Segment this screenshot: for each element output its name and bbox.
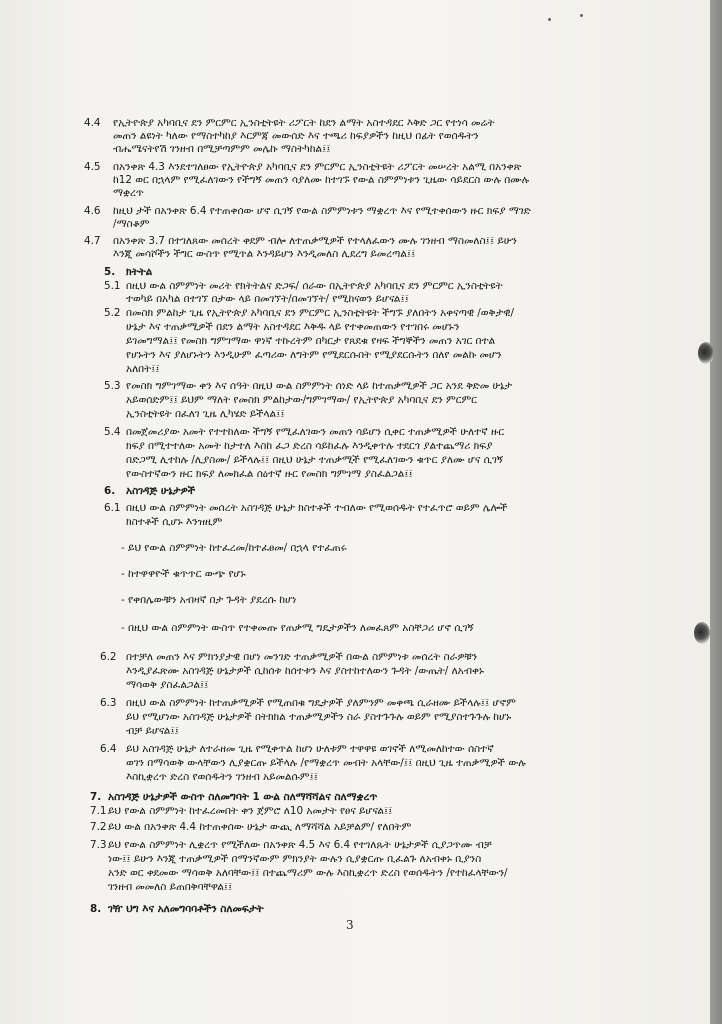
clause-text-line: እንጂ መሳሾችን ችግር ውስጥ የሚጥል እንዳይሆን እንዲመለስ ሊደረግ ይመረጣል፤፤ (113, 248, 416, 260)
clause-number: 7.2 (90, 821, 107, 833)
page-number: 3 (346, 918, 354, 932)
clause-text-line: በዚህ ውል ስምምነት ከተጠቃሚዎች የሚጠበቁ ግዴታዎች ያለምንም መቀጫ ሲራዘሙ ይችላሉ፤፤ ሆኖም (126, 697, 516, 709)
clause-text-line: ይህ የሚሆነው አስገዳጅ ሁኔታዎች በትክክል ተጠቃሚዎችን ስራ ያስተጉጉሉ ወይም የሚያስተጉጉሉ ከሆኑ (126, 711, 512, 723)
clause-text-line: - በዚህ ውል ስምምነት ውስጥ የተቀመጡ የጠቃሚ ግዴታዎችን ለመፈጸም አስቸጋሪ ሆኖ ሲገኝ (121, 622, 474, 634)
clause-text-line: የኢትዮጵያ አካባቢና ደን ምርምር ኢንስቲትዩት ሪፖርት ከደን ልማት አስተዳደር እቅድ ጋር የተነሳ መሬት (113, 117, 495, 129)
clause-text-line: በአንቀጽ 4.3 እንደተገለፀው የኢትዮጵያ አካባቢና ደን ምርምር ኢንስቲትዩት ሪፖርት መሠረት አልሚ በአንቀጽ (113, 161, 522, 173)
clause-number: 5.4 (104, 426, 121, 438)
clause-text-line: የመስክ ግምገማው ቀን እና ሰዓት በዚህ ውል ስምምነት ሰነድ ላይ ከተጠቃሚዎች ጋር አንደ ቅድመ ሁኔታ (126, 380, 513, 392)
clause-number: 4.7 (84, 235, 101, 247)
clause-text-line: ገንዘብ መመለስ ይጠበቅባቸዋል፤፤ (108, 881, 233, 893)
clause-text-line: የውስተኛውን ዙር ክፍያ ለመክፈል ሰዕተኛ ዙር የመስክ ግምገማ ያስፈልጋል፤፤ (126, 468, 413, 480)
clause-text-line: በዚህ ውል ስምምነት መሰረት አስገዳጅ ሁኔታ ክስተቶች ተብለው የሚወሰዱት የተፈጥሮ ወይም ሌሎች (126, 502, 508, 514)
clause-number: 6.1 (104, 502, 121, 514)
clause-text-line: - የቀበሌውቹን አብዛኛ በታ ጉዳት ያደረሱ ከሆነ (121, 594, 297, 606)
clause-number: 4.6 (84, 205, 101, 217)
section-heading: አስገዳጅ ሁኔታዎች ውስጥ ስለመግባት 1 ውል ስለማሻሻልና ስለማቋረጥ (108, 791, 378, 803)
clause-text-line: ብሔሜናትየሽ ገንዘብ በሚቻጣምም መሌኩ ማስትካከል፤፤ (113, 143, 331, 155)
clause-text-line: በመጀመሪያው አመት የተተከለው ችግኝ የሚፈለገውን መጠን ሳይሆን ሲቀር ተጠቃሚዎች ሁለተኛ ዙር (126, 426, 505, 438)
clause-number: 5. (104, 266, 116, 278)
clause-text-line: - ይህ የውል ስምምነት ከተፈረመ/ከተፈፀመ/ በኋላ የተፈጠሩ (121, 542, 347, 554)
clause-text-line: /ማስቆም (113, 218, 150, 230)
clause-text-line: በዚህ ውል ስምምነት መሪት የክትትልና ድጋፍ/ ሰራው በኢትዮጵያ አካባቢና ደን ምርምር ኢንስቲትዩት (126, 280, 503, 292)
clause-text-line: እስኪቋረጥ ድረስ የወሰዱትን ገንዘብ አይመልሱም፤፤ (126, 771, 319, 783)
section-heading: አስገዳጅ ሁኔታዎች (126, 485, 196, 497)
clause-number: 5.1 (104, 280, 121, 292)
clause-number: 4.4 (84, 117, 101, 129)
clause-text-line: በተቻለ መጠን እና ምክንያታዊ በሆነ መንገድ ተጠቃሚዎች በውል ስምምነቱ መሰረት ስራዎቹን (126, 651, 478, 663)
clause-text-line: ማሳወቅ ያስፈልጋል፤፤ (126, 679, 209, 691)
clause-number: 4.5 (84, 161, 101, 173)
clause-number: 7.3 (90, 839, 107, 851)
clause-text-line: በድጋሚ ሊተከሉ /ሊያስሙ/ ይችላሉ፤፤ በዚህ ሁኔታ ተጠቃሚች የሚፈለገውን ቁጥር ያለሙ ሆና ሲገኝ (126, 454, 503, 466)
clause-text-line: ኢንስቲትዩት በፈለገ ጊዜ ሊካሄድ ይችላል፤፤ (126, 408, 285, 420)
section-heading: ክትትል (126, 266, 153, 278)
clause-text-line: - ከተዋዋዮች ቁጥጥር ውጭ የሆኑ (121, 568, 246, 580)
clause-text-line: አንድ ወር ቀደመው ማሳወቅ አለባቸው፤፤ በተጨማሪም ውሉ እስኪቋረጥ ድረስ የወሰዱትን /የተከፈላቸውን/ (108, 867, 508, 879)
clause-text-line: ይህ ውል በአንቀጽ 4.4 ከተጠቀሰው ሁኔታ ውጪ ለማሻሻል አይቻልም/ የለበትም (108, 821, 412, 833)
clause-text-line: አይወሰድም፤፤ ይህም ማለት የመስክ ምልከታው/ግምገማው/ የኢትዮጵያ አካባቢና ደን ምርምር (126, 394, 477, 406)
clause-text-line: ክስተቶች ሲሆኑ እንዝዚም (126, 516, 223, 528)
clause-text-line: ማቋረጥ (113, 187, 144, 199)
clause-number: 6.2 (100, 651, 117, 663)
clause-number: 5.2 (104, 307, 121, 319)
clause-number: 6.4 (100, 743, 117, 755)
clause-number: 6. (104, 485, 116, 497)
clause-text-line: ከ12 ወር በኋላም የሚፈለገውን የችግኝ መጠን ሳያለሙ ከተገኙ የውል ስምምነቱን ጊዜው ሳይደርስ ውሉ በሙሉ (113, 174, 530, 186)
clause-text-line: እንዲያፈጽሙ አስገዳጅ ሁኔታዎች ሲከሰቱ ከሰተቱን እና ያስተከተለውን ጉዳት /ውጤት/ ለአብቀኑ (126, 665, 485, 677)
clause-text-line: ይህ የውል ስምምነት ከተፈረመበት ቀን ጀምሮ ለ10 አመታት የፀና ይሆናል፤፤ (108, 805, 393, 817)
clause-text-line: ከዚህ ታች በአንቀጽ 6.4 የተጠቀሰው ሆኖ ሲገኝ የውል ስምምነቱን ማቋረጥ እና የሚተቀሰውን ዙር ክፍያ ማገድ (113, 205, 531, 217)
clause-text-line: በመስክ ምልከታ ጊዜ የኢትዮጵያ አካባቢና ደን ምርምር ኢንስቲትዩት ችግኙ ያለበትን አቀናጣዊ /ወቅታዊ/ (126, 307, 514, 319)
clause-text-line: ይህ የውል ስምምነት ሊቋረጥ የሚችለው በአንቀጽ 4.5 እና 6.4 የተገለጹት ሁኔታዎች ሲያጋጥሙ ብቻ (108, 839, 492, 851)
clause-text-line: መጠን ልዩነት ካለው የማስተካከያ እርምጃ መውሰድ እና ተጫሪ ከፍያዎችን ከዚህ በፊት የወሰዱትን (113, 130, 479, 142)
page-edge-shadow (710, 0, 722, 1024)
clause-text-line: ወገን በማሳወቅ ውላቸውን ሊያቋርጡ ይችላሉ /የማቋረጥ መብት አላቸው/፤፤ በዚህ ጊዜ ተጠቃሚዎች ውሉ (126, 757, 526, 769)
clause-text-line: ሁኔታ እና ተጠቃሚዎች በደን ልማት አስተዳደር እቅዱ ላይ የተቀመጠውን የተገበሩ መሆኑን (126, 321, 460, 333)
clause-number: 6.3 (100, 697, 117, 709)
clause-text-line: ብቻ ይሆናል፤፤ (126, 725, 179, 737)
clause-text-line: ነው፤፤ ይሁን እንጂ ተጠቃሚዎች በማንኛውም ምክንያት ውሉን ሲያቋርጡ ቢፈልጉ ለአብቀኑ ቢያንስ (108, 853, 482, 865)
clause-text-line: ይህ አስገዳጅ ሁኔታ ለተራዘመ ጊዜ የሚቀጥል ከሆነ ሁለቱም ተዋዋዩ ወገኖች ለሚመለከተው ሰስተኛ (126, 743, 494, 755)
clause-text-line: በአንቀጽ 3.7 በተገለጸው መሰረት ቀደም ብሎ ለተጠቃሚዎች የተላለፈውን ሙሉ ገንዘብ ማስመለስ፤፤ ይሁን (113, 235, 517, 247)
clause-number: 5.3 (104, 380, 121, 392)
section-heading: ገዥ ህግ እና አለመግባባቶችን ስለመፍታት (108, 903, 264, 915)
clause-text-line: ይገመግማል፤፤ የመስክ ግምገማው ዋነኛ ተኩረትም በካርታ የጸደቁ የዛፍ ችግኞችን መጠን አገር በተል (126, 335, 496, 347)
clause-text-line: አለበት፤፤ (126, 363, 160, 375)
clause-number: 7.1 (90, 805, 107, 817)
clause-text-line: ክፍያ በሚተተለው አመት ከታተለ እስከ ፈጋ ድረስ ሳይከፈሉ እንዲቀጥሉ ተደርጎ ያልተጨማሪ ክፍያ (126, 440, 493, 452)
clause-number: 8. (90, 903, 102, 915)
clause-text-line: ተወካይ በአካል በተገኘ በታው ላይ በመገኘት/በመገኘት/ የሚከናወን ይሆናል፤፤ (126, 293, 409, 305)
clause-number: 7. (90, 791, 102, 803)
clause-text-line: የሆኑትን እና ያለሆኑትን እንዲሁም ፈጣሪው ለግትም የሚደርሱበት የሚያደርሱትን በለየ መልኩ መሆን (126, 349, 502, 361)
